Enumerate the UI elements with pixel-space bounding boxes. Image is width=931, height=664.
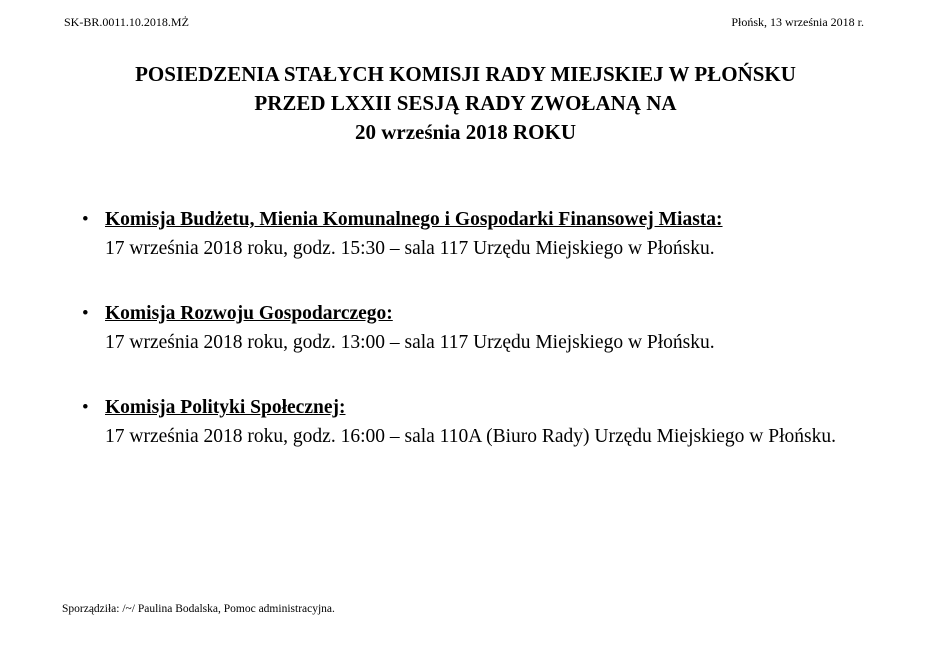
place-and-date: Płońsk, 13 września 2018 r.: [731, 15, 864, 29]
bullet-icon: •: [82, 209, 89, 230]
committee-name: Komisja Rozwoju Gospodarczego:: [105, 303, 393, 324]
list-item-economic-development-committee: [82, 299, 882, 357]
meeting-details: 17 września 2018 roku, godz. 15:30 – sala 117 Urzędu Miejskiego w Płońsku.: [105, 238, 715, 259]
meeting-list: [82, 205, 882, 487]
title-line-1: POSIEDZENIA STAŁYCH KOMISJI RADY MIEJSKIEJ W PŁOŃSKU: [135, 62, 796, 86]
title-line-3: 20 września 2018 ROKU: [354, 120, 577, 144]
list-item-social-policy-committee: [82, 393, 882, 451]
document-title: [0, 60, 931, 147]
prepared-by-note: Sporządziła: /~/ Paulina Bodalska, Pomoc administracyjna.: [62, 603, 335, 615]
list-item-budget-committee: [82, 205, 882, 263]
meeting-details: 17 września 2018 roku, godz. 16:00 – sala 110A (Biuro Rady) Urzędu Miejskiego w Płońsku.: [105, 426, 836, 447]
bullet-icon: •: [82, 397, 89, 418]
meeting-details: 17 września 2018 roku, godz. 13:00 – sala 117 Urzędu Miejskiego w Płońsku.: [105, 332, 715, 353]
title-line-2: PRZED LXXII SESJĄ RADY ZWOŁANĄ NA: [254, 91, 677, 115]
bullet-icon: •: [82, 303, 89, 324]
document-reference: SK-BR.0011.10.2018.MŻ: [64, 15, 189, 29]
committee-name: Komisja Polityki Społecznej:: [105, 397, 346, 418]
committee-name: Komisja Budżetu, Mienia Komunalnego i Gospodarki Finansowej Miasta:: [105, 209, 723, 230]
